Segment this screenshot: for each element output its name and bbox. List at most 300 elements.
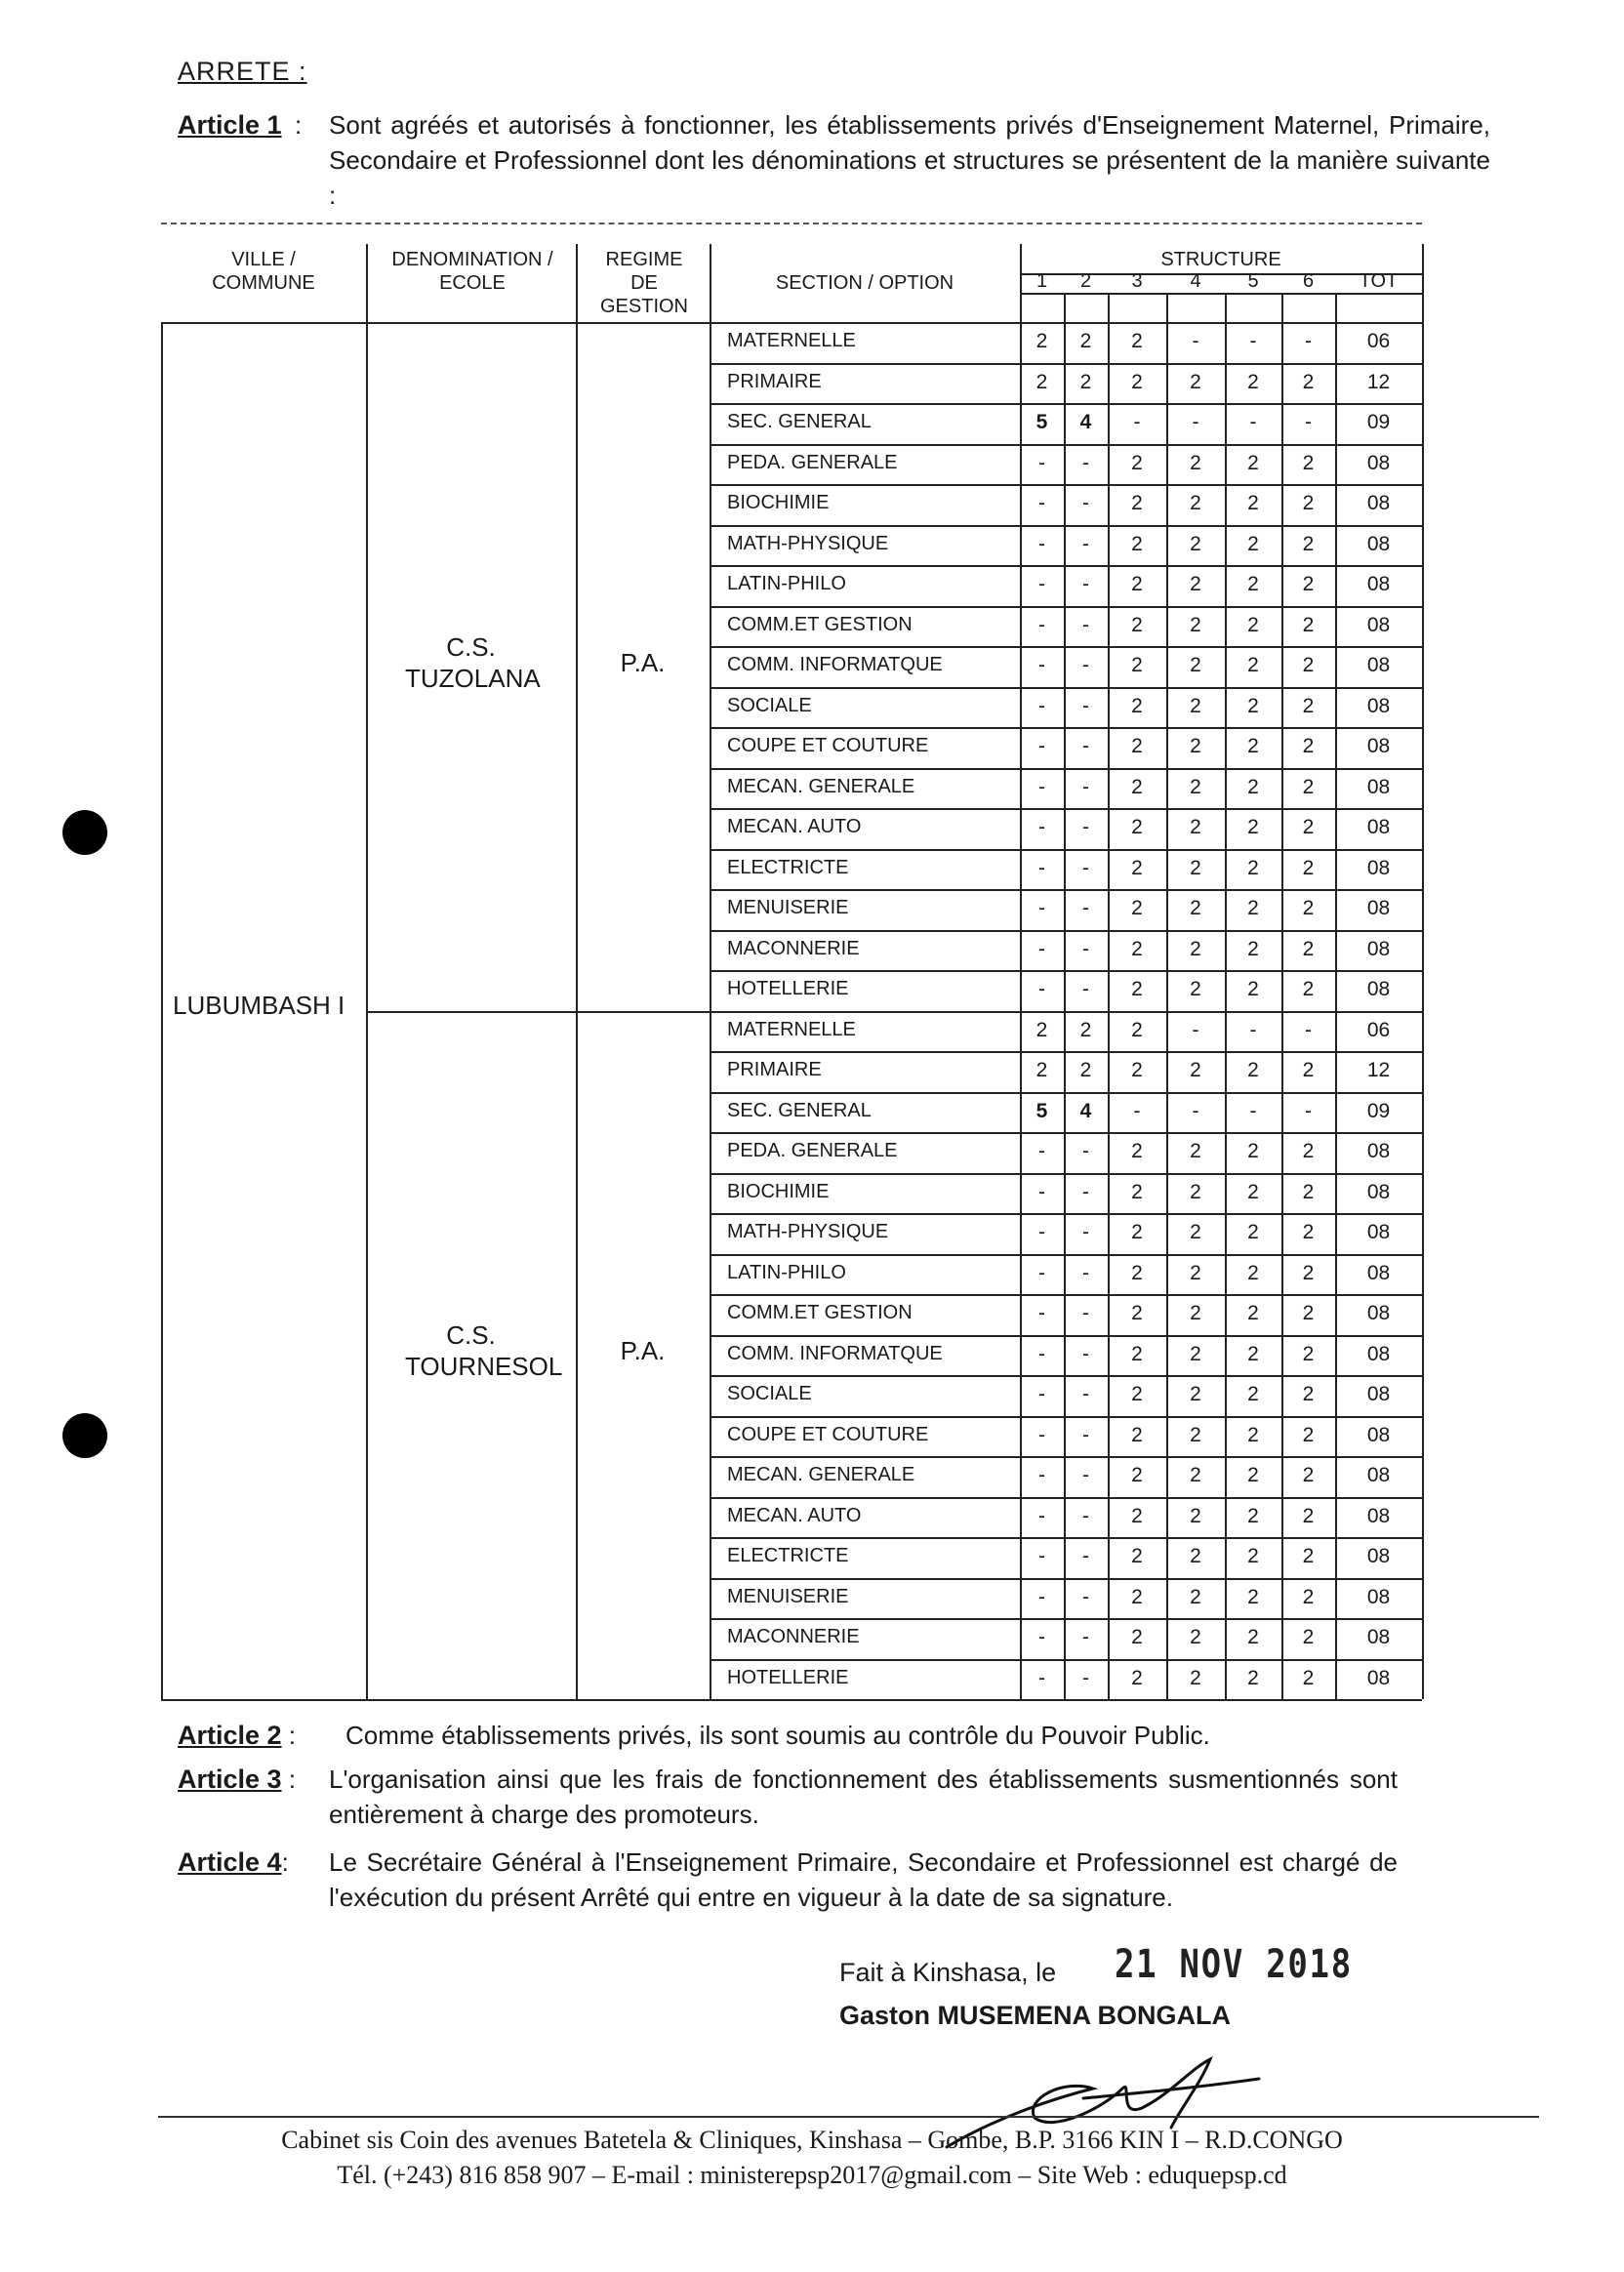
structure-cell: - [1249,1099,1257,1122]
structure-cell: 2 [1302,1504,1315,1527]
structure-cell: 2 [1302,694,1315,717]
structure-cell: 08 [1366,1342,1391,1365]
structure-cell: 2 [1190,1545,1201,1567]
structure-cell: - [1082,1423,1089,1446]
structure-cell: 2 [1131,1018,1143,1041]
structure-cell: - [1082,451,1089,474]
row-rule [710,970,1422,972]
row-rule [710,1294,1422,1296]
structure-cell: - [1082,654,1089,676]
structure-cell: - [1082,1180,1089,1203]
section-option: MATH-PHYSIQUE [727,1221,889,1242]
structure-cell: 08 [1366,613,1391,636]
section-option: PEDA. GENERALE [727,451,898,473]
structure-cell: - [1082,1464,1089,1486]
structure-cell: 2 [1302,816,1315,838]
structure-cell: 09 [1366,411,1391,433]
structure-cell: 2 [1190,1140,1201,1162]
header-structure: STRUCTURE [1160,249,1281,270]
structure-cell: - [1038,492,1045,514]
structure-cell: - [1082,897,1089,919]
structure-cell: 2 [1247,532,1259,555]
structure-cell: - [1038,1221,1045,1243]
regime-gestion: P.A. [620,647,666,677]
structure-cell: 2 [1131,775,1143,798]
structure-cell: 2 [1302,1423,1315,1446]
signature-place-label: Fait à Kinshasa, le [839,1958,1057,1987]
section-option: PRIMAIRE [727,1059,822,1080]
structure-cell: 2 [1302,1302,1315,1324]
structure-cell: 2 [1247,897,1259,919]
structure-cell: 2 [1302,532,1315,555]
section-option: MATH-PHYSIQUE [727,532,889,554]
structure-cell: - [1038,1626,1045,1648]
structure-cell: 2 [1190,1626,1201,1648]
structure-cell: - [1082,1302,1089,1324]
row-rule [710,484,1422,486]
structure-cell: 2 [1131,370,1143,393]
row-rule [710,1456,1422,1458]
structure-cell: - [1192,1099,1199,1122]
article-1-label: Article 1 [178,110,282,140]
structure-cell: 08 [1366,775,1391,798]
row-rule [710,1537,1422,1539]
structure-cell: 2 [1190,492,1201,514]
structure-cell: 2 [1131,1342,1143,1365]
structure-cell: 08 [1366,451,1391,474]
structure-cell: - [1082,1342,1089,1365]
structure-cell: - [1038,978,1045,1000]
structure-cell: 2 [1079,330,1092,352]
structure-cell: 2 [1247,1464,1259,1486]
structure-cell: 2 [1302,370,1315,393]
structure-cell: 2 [1302,1221,1315,1243]
structure-cell: 2 [1079,1059,1092,1081]
structure-cell: - [1038,1504,1045,1527]
structure-cell: 2 [1131,735,1143,757]
structure-cell: 08 [1366,1261,1391,1284]
structure-cell: 2 [1247,1504,1259,1527]
structure-cell: 2 [1247,573,1259,595]
structure-cell: - [1082,1626,1089,1648]
structure-cell: 2 [1079,370,1092,393]
row-rule [710,1173,1422,1175]
structure-cell: 2 [1302,1666,1315,1689]
row-rule [710,1254,1422,1256]
structure-cell: 08 [1366,978,1391,1000]
structure-cell: 2 [1190,1221,1201,1243]
header-col-6: 6 [1302,270,1315,292]
structure-cell: 08 [1366,573,1391,595]
section-option: HOTELLERIE [727,1666,849,1688]
col-rule [161,322,163,1699]
structure-cell: 08 [1366,1545,1391,1567]
structure-cell: 08 [1366,937,1391,960]
structure-cell: 2 [1247,1261,1259,1284]
structure-cell: 08 [1366,1423,1391,1446]
article-1-colon: : [295,110,303,140]
section-option: MACONNERIE [727,1626,860,1647]
row-rule [710,727,1422,729]
structure-cell: 2 [1131,897,1143,919]
structure-cell: - [1082,1221,1089,1243]
school-name: C.S. TUZOLANA [405,631,541,693]
article-2-label: Article 2 [178,1721,282,1750]
structure-cell: 2 [1302,1180,1315,1203]
article-3-label: Article 3 [178,1765,282,1794]
section-option: LATIN-PHILO [727,1261,846,1283]
structure-cell: 2 [1190,775,1201,798]
structure-cell: 2 [1302,775,1315,798]
structure-cell: 12 [1366,370,1391,393]
structure-cell: 2 [1131,654,1143,676]
article-4-label: Article 4 [178,1847,282,1877]
row-rule [710,1578,1422,1580]
row-rule [710,1375,1422,1377]
structure-cell: 5 [1035,411,1048,433]
row-rule [710,687,1422,689]
section-option: HOTELLERIE [727,978,849,999]
footer-address: Cabinet sis Coin des avenues Batetela & Cliniques, Kinshasa – Gombe, B.P. 3166 KIN I – R.D.CONGO [281,2126,1343,2154]
row-rule [710,1659,1422,1661]
school-name: C.S. TOURNESOL [405,1320,563,1382]
header-regime: REGIME DE GESTION [599,249,688,317]
structure-cell: 08 [1366,1464,1391,1486]
structure-cell: 2 [1035,1059,1048,1081]
footer-rule [158,2116,1539,2118]
structure-cell: 2 [1302,492,1315,514]
structure-cell: 06 [1366,1018,1391,1041]
structure-cell: 2 [1190,573,1201,595]
structure-cell: 2 [1131,1464,1143,1486]
structure-cell: 2 [1131,573,1143,595]
structure-cell: 2 [1190,654,1201,676]
structure-cell: 08 [1366,1221,1391,1243]
section-option: COUPE ET COUTURE [727,1423,929,1445]
structure-cell: 2 [1302,897,1315,919]
structure-cell: 2 [1190,856,1201,879]
structure-cell: 2 [1247,1302,1259,1324]
structure-cell: - [1082,1140,1089,1162]
structure-cell: 2 [1190,978,1201,1000]
structure-cell: - [1082,613,1089,636]
structure-cell: 08 [1366,654,1391,676]
structure-cell: - [1082,735,1089,757]
section-option: MATERNELLE [727,330,856,351]
row-rule [710,808,1422,810]
structure-cell: - [1038,613,1045,636]
section-option: MECAN. GENERALE [727,1464,915,1485]
structure-cell: 2 [1190,451,1201,474]
structure-cell: 2 [1131,532,1143,555]
structure-cell: 2 [1190,897,1201,919]
signature-place [839,1958,1056,1988]
structure-cell: 2 [1247,1383,1259,1405]
structure-cell: 2 [1190,735,1201,757]
structure-cell: - [1038,775,1045,798]
structure-cell: 2 [1190,370,1201,393]
structure-cell: - [1038,1261,1045,1284]
structure-cell: - [1192,411,1199,433]
structure-cell: 2 [1131,1059,1143,1081]
article-2-colon: : [288,1721,297,1750]
structure-cell: - [1082,532,1089,555]
section-option: LATIN-PHILO [727,573,846,594]
structure-cell: 2 [1079,1018,1092,1041]
col-rule [1422,244,1424,1699]
structure-cell: - [1082,856,1089,879]
header-col-3: 3 [1131,270,1143,292]
header-denomination: DENOMINATION / ECOLE [391,249,553,294]
structure-cell: - [1038,1464,1045,1486]
table-top-rule [161,223,1422,224]
structure-cell: 2 [1302,1383,1315,1405]
structure-cell: 08 [1366,816,1391,838]
structure-cell: - [1038,694,1045,717]
structure-cell: - [1082,978,1089,1000]
header-col-2: 2 [1079,270,1092,292]
header-col-4: 4 [1190,270,1201,292]
structure-cell: 2 [1190,937,1201,960]
structure-cell: 2 [1302,1626,1315,1648]
structure-cell: 2 [1131,1383,1143,1405]
structure-cell: - [1082,573,1089,595]
article-3-colon: : [288,1765,297,1794]
structure-cell: 2 [1247,1180,1259,1203]
regime-gestion: P.A. [620,1336,666,1366]
structure-cell: - [1038,897,1045,919]
col-rule [366,244,368,1699]
structure-cell: 2 [1247,1423,1259,1446]
structure-cell: - [1038,1180,1045,1203]
col-rule [576,244,578,1699]
section-option: SOCIALE [727,694,812,716]
structure-cell: 2 [1302,1545,1315,1567]
article-1-text: Sont agréés et autorisés à fonctionner, les établissements privés d'Enseignement Maternel, Primaire, Secondaire et Professionnel dont les dénominations et structures se présentent de la manière suivante : [329,110,1490,210]
structure-cell: 2 [1131,1545,1143,1567]
structure-cell: 2 [1247,370,1259,393]
structure-cell: 2 [1247,1059,1259,1081]
structure-cell: 2 [1035,1018,1048,1041]
structure-cell: 2 [1190,1180,1201,1203]
header-col-tot: TOT [1359,270,1399,292]
row-rule [710,606,1422,608]
structure-cell: - [1038,1302,1045,1324]
row-rule [710,930,1422,932]
structure-cell: 2 [1247,816,1259,838]
row-rule [710,403,1422,405]
structure-cell: 06 [1366,330,1391,352]
structure-cell: - [1305,1099,1312,1122]
structure-cell: 2 [1131,1423,1143,1446]
structure-cell: 2 [1131,1140,1143,1162]
section-option: COMM.ET GESTION [727,1302,913,1323]
structure-cell: 2 [1247,735,1259,757]
structure-cell: - [1082,1545,1089,1567]
header-col-1: 1 [1035,270,1048,292]
structure-cell: 4 [1079,1099,1092,1122]
structure-cell: 2 [1302,735,1315,757]
row-rule [710,444,1422,446]
structure-cell: 2 [1131,1626,1143,1648]
structure-cell: - [1038,1545,1045,1567]
row-rule [710,363,1422,365]
structure-cell: 2 [1190,1059,1201,1081]
section-option: COMM. INFORMATQUE [727,1342,943,1364]
structure-cell: 4 [1079,411,1092,433]
structure-cell: - [1192,330,1199,352]
row-rule [710,1416,1422,1418]
structure-cell: 08 [1366,1180,1391,1203]
structure-subheader-rule [1020,293,1422,295]
structure-cell: - [1082,775,1089,798]
structure-cell: 2 [1302,978,1315,1000]
article-2-text: Comme établissements privés, ils sont soumis au contrôle du Pouvoir Public. [345,1721,1210,1750]
decree-heading: ARRETE : [178,57,307,86]
structure-cell: 08 [1366,694,1391,717]
section-option: COMM. INFORMATQUE [727,654,943,675]
structure-cell: 2 [1190,1464,1201,1486]
structure-cell: - [1038,856,1045,879]
structure-cell: 2 [1302,1464,1315,1486]
structure-cell: 2 [1190,1342,1201,1365]
header-ville: VILLE / COMMUNE [212,249,315,294]
structure-cell: - [1038,573,1045,595]
structure-cell: 2 [1302,451,1315,474]
structure-cell: - [1082,1504,1089,1527]
structure-cell: - [1305,411,1312,433]
structure-cell: 5 [1035,1099,1048,1122]
structure-cell: 08 [1366,1302,1391,1324]
structure-cell: 08 [1366,1140,1391,1162]
structure-cell: 09 [1366,1099,1391,1122]
structure-table [161,244,1422,1696]
structure-cell: 2 [1131,451,1143,474]
structure-cell: 2 [1131,978,1143,1000]
structure-cell: 2 [1247,1342,1259,1365]
structure-cell: - [1038,1585,1045,1608]
structure-cell: 2 [1247,978,1259,1000]
structure-cell: 2 [1247,1585,1259,1608]
structure-cell: - [1305,330,1312,352]
row-rule [710,525,1422,527]
structure-cell: 2 [1190,1261,1201,1284]
section-option: PEDA. GENERALE [727,1140,898,1161]
structure-cell: 2 [1302,937,1315,960]
section-option: MACONNERIE [727,937,860,959]
structure-cell: 08 [1366,1666,1391,1689]
structure-cell: 08 [1366,1504,1391,1527]
structure-cell: 08 [1366,856,1391,879]
structure-cell: 2 [1247,613,1259,636]
structure-cell: 2 [1131,492,1143,514]
structure-cell: 08 [1366,492,1391,514]
structure-cell: - [1038,1666,1045,1689]
section-option: SEC. GENERAL [727,1099,872,1121]
structure-cell: - [1082,1666,1089,1689]
article-4-colon: : [281,1847,289,1877]
structure-cell: - [1038,451,1045,474]
header-bottom-rule [161,322,1422,324]
structure-cell: 08 [1366,1585,1391,1608]
structure-cell: 2 [1247,1666,1259,1689]
structure-cell: 2 [1190,532,1201,555]
structure-cell: 2 [1190,613,1201,636]
structure-cell: 2 [1247,775,1259,798]
structure-cell: - [1038,1383,1045,1405]
structure-cell: 2 [1131,694,1143,717]
structure-cell: 2 [1302,573,1315,595]
structure-cell: 2 [1131,613,1143,636]
header-col-5: 5 [1247,270,1259,292]
section-option: COMM.ET GESTION [727,613,913,635]
structure-cell: 2 [1247,1221,1259,1243]
school-rule [366,1011,1422,1013]
structure-cell: 2 [1247,1140,1259,1162]
structure-cell: 2 [1190,1302,1201,1324]
row-rule [710,1497,1422,1499]
row-rule [710,646,1422,648]
structure-cell: 2 [1131,937,1143,960]
row-rule [710,768,1422,770]
structure-cell: 2 [1302,1342,1315,1365]
structure-cell: 08 [1366,1626,1391,1648]
section-option: BIOCHIMIE [727,1180,830,1202]
footer-contact: Tél. (+243) 816 858 907 – E-mail : ministerepsp2017@gmail.com – Site Web : eduquepsp.cd [337,2161,1287,2189]
structure-cell: - [1038,654,1045,676]
section-option: ELECTRICTE [727,856,849,878]
structure-cell: 2 [1190,816,1201,838]
row-rule [710,1335,1422,1337]
structure-cell: 2 [1302,1261,1315,1284]
structure-cell: 08 [1366,735,1391,757]
structure-cell: 2 [1035,370,1048,393]
row-rule [710,1092,1422,1094]
structure-cell: 2 [1247,1626,1259,1648]
structure-cell: - [1038,1423,1045,1446]
structure-cell: 2 [1247,856,1259,879]
structure-cell: 2 [1302,1140,1315,1162]
structure-cell: 2 [1131,1221,1143,1243]
section-option: MENUISERIE [727,897,849,918]
structure-cell: - [1249,411,1257,433]
article-3-text: L'organisation ainsi que les frais de fonctionnement des établissements susmentionnés sont entièrement à charge des promoteurs. [329,1765,1398,1829]
structure-cell: 2 [1131,1504,1143,1527]
structure-cell: - [1249,330,1257,352]
row-rule [710,1132,1422,1134]
structure-cell: - [1082,937,1089,960]
structure-cell: - [1038,937,1045,960]
structure-cell: 08 [1366,897,1391,919]
row-rule [710,849,1422,851]
structure-cell: 2 [1131,1180,1143,1203]
structure-cell: - [1082,1585,1089,1608]
row-rule [710,565,1422,567]
structure-cell: 2 [1035,330,1048,352]
row-rule [710,1618,1422,1620]
structure-cell: - [1082,1261,1089,1284]
structure-cell: 08 [1366,1383,1391,1405]
section-option: PRIMAIRE [727,370,822,392]
structure-cell: 2 [1302,654,1315,676]
structure-cell: - [1305,1018,1312,1041]
row-rule [710,1051,1422,1053]
structure-cell: - [1192,1018,1199,1041]
structure-cell: 2 [1131,1261,1143,1284]
header-section: SECTION / OPTION [775,272,954,294]
table-bottom-rule [161,1699,1422,1701]
structure-cell: - [1133,1099,1141,1122]
